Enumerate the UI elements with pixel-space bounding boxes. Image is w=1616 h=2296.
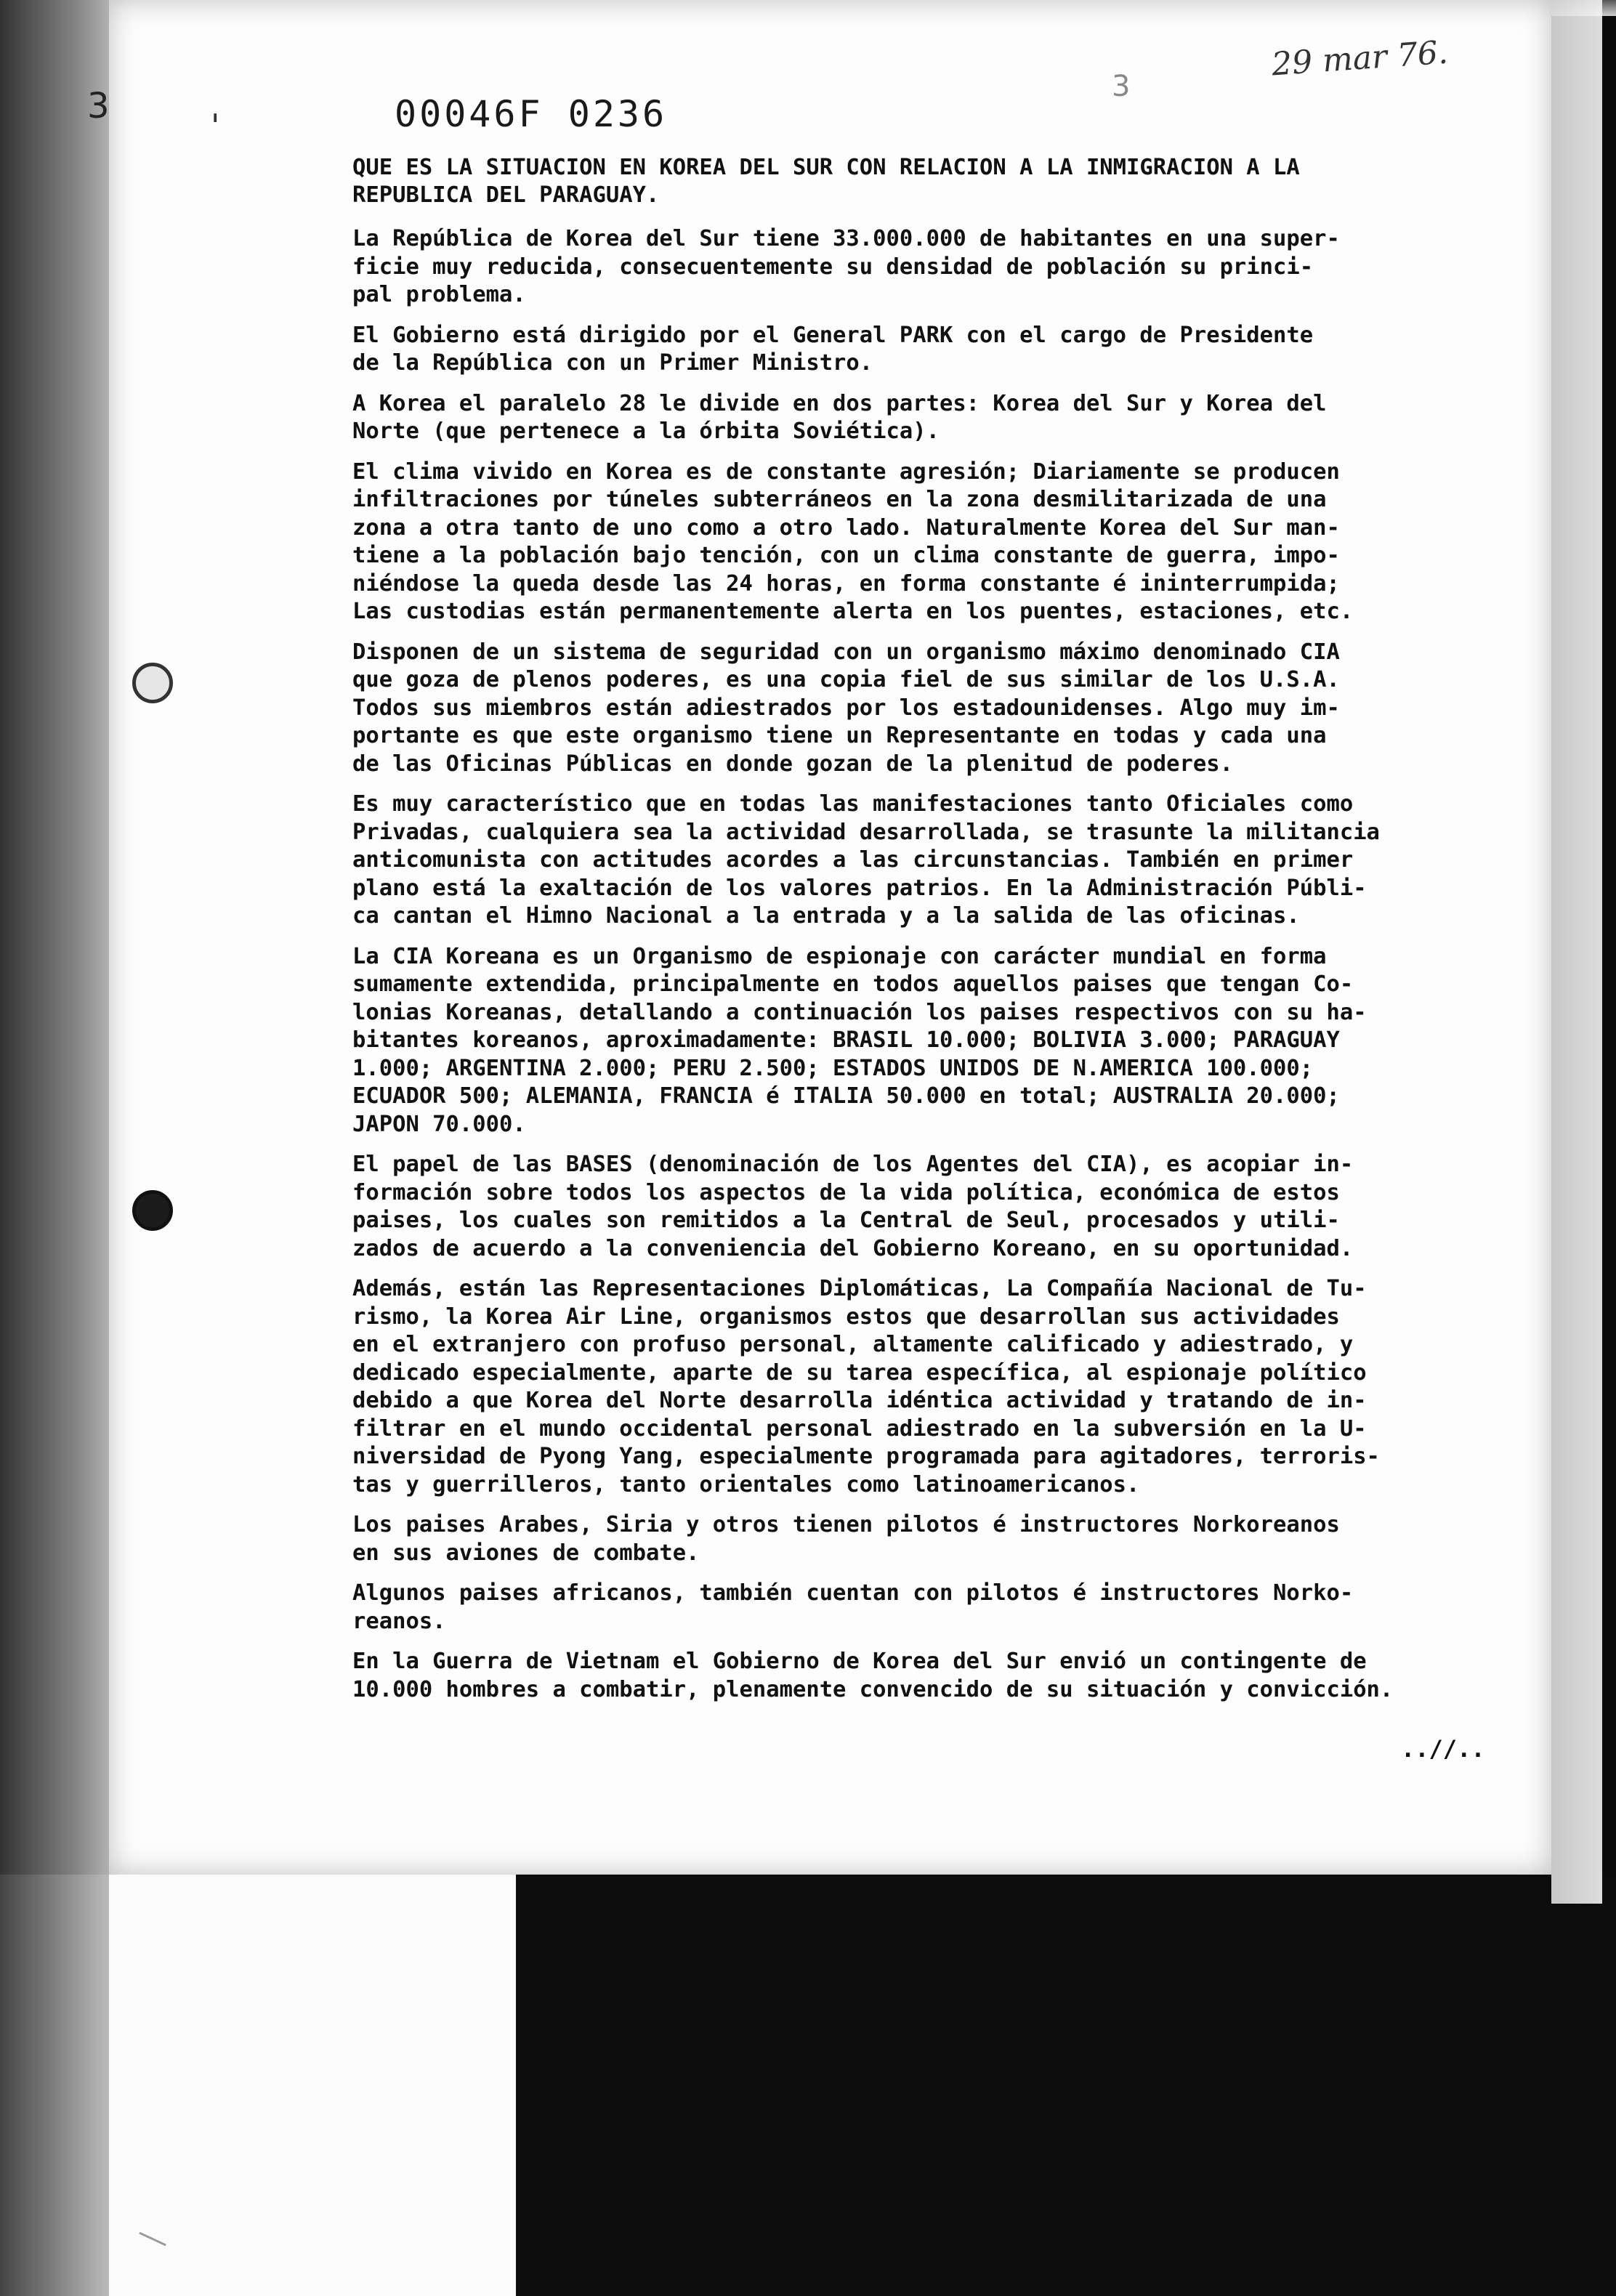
document-title: QUE ES LA SITUACION EN KOREA DEL SUR CON RELACION A LA INMIGRACION A LA REPUBLICA DEL PARAGUAY.: [352, 155, 1300, 208]
paragraph-population: La República de Korea del Sur tiene 33.000.000 de habitantes en una super- ficie muy reducida, consecuentemente su densidad de población su princi- pal problema.: [352, 226, 1340, 307]
paragraph-parallel: A Korea el paralelo 28 le divide en dos partes: Korea del Sur y Korea del Norte (que pertenece a la órbita Soviética).: [352, 390, 1327, 444]
paragraph-diplomatic: Además, están las Representaciones Diplomáticas, La Compañía Nacional de Tu- rismo, la Korea Air Line, organismos estos que desarrollan sus actividades en el extranjero con profuso personal, altamente calificado y adiestrado, y dedicado especialmente, aparte de su tarea específica, al espionaje político debido a que Korea del Norte desarrolla idéntica actividad y tratando de in- filtrar en el mundo occidental personal adiestrado en la subversión en la U- niversidad de Pyong Yang, especialmente programada para agitadores, terroris- tas y guerrilleros, tanto orientales como latinoamericanos.: [352, 1276, 1380, 1497]
continuation-mark: ..//..: [1401, 1735, 1485, 1763]
page-right-edge: [1551, 0, 1602, 1904]
document-body: [352, 225, 1493, 1716]
paragraph-cia-colonies: La CIA Koreana es un Organismo de espionaje con carácter mundial en forma sumamente extendida, principalmente en todos aquellos paises que tengan Co- lonias Koreanas, detallando a continuación los paises respectivos con su ha- bitantes koreanos, aproximadamente: BRASIL 10.000; BOLIVIA 3.000; PARAGUAY 1.000; ARGENTINA 2.000; PERU 2.500; ESTADOS UNIDOS DE N.AMERICA 100.000; ECUADOR 500; ALEMANIA, FRANCIA é ITALIA 50.000 en total; AUSTRALIA 20.000; JAPON 70.000.: [352, 943, 1367, 1137]
margin-tick: ': [206, 108, 225, 145]
faint-corner-mark: 3: [1112, 70, 1131, 103]
paragraph-government: El Gobierno está dirigido por el General PARK con el cargo de Presidente de la República con un Primer Ministro.: [352, 322, 1314, 376]
handwritten-date: 29 mar 76.: [1270, 33, 1450, 84]
scan-left-edge: [0, 0, 109, 1875]
punch-hole-bottom: [132, 1190, 173, 1231]
lower-paper-sheet: [109, 1875, 516, 2296]
paragraph-security: Disponen de un sistema de seguridad con un organismo máximo denominado CIA que goza de plenos poderes, es una copia fiel de sus similar de los U.S.A. Todos sus miembros están adiestrados por los estadounidenses. Algo muy im- portante es que este organismo tiene un Representante en todas y cada una de las Oficinas Públicas en donde gozan de la plenitud de poderes.: [352, 639, 1340, 777]
paragraph-climate: El clima vivido en Korea es de constante agresión; Diariamente se producen infiltraciones por túneles subterráneos en la zona desmilitarizada de una zona a otra tanto de uno como a otro lado. Naturalmente Korea del Sur man- tiene a la población bajo tención, con un clima constante de guerra, impo- niéndose la queda desde las 24 horas, en forma constante é ininterrumpida; Las custodias están permanentemente alerta en los puentes, estaciones, etc.: [352, 458, 1354, 624]
paragraph-anticommunism: Es muy característico que en todas las manifestaciones tanto Oficiales como Privadas, cualquiera sea la actividad desarrollada, se trasunte la militancia anticomunista con actitudes acordes a las circunstancias. También en primer plano está la exaltación de los valores patrios. En la Administración Públi- ca cantan el Himno Nacional a la entrada y a la salida de las oficinas.: [352, 791, 1380, 929]
lower-dark-area: [516, 1875, 1616, 2296]
paragraph-vietnam: En la Guerra de Vietnam el Gobierno de Korea del Sur envió un contingente de 10.000 hombres a combatir, plenamente convencido de su situación y convicción.: [352, 1649, 1394, 1702]
margin-mark: 3: [87, 86, 110, 126]
paragraph-arab-countries: Los paises Arabes, Siria y otros tienen pilotos é instructores Norkoreanos en sus aviones de combate.: [352, 1512, 1340, 1566]
paragraph-african-countries: Algunos paises africanos, también cuentan con pilotos é instructores Norko- reanos.: [352, 1580, 1354, 1634]
archive-code: 00046F 0236: [395, 93, 668, 135]
paragraph-bases: El papel de las BASES (denominación de los Agentes del CIA), es acopiar in- formación sobre todos los aspectos de la vida política, económica de estos paises, los cuales son remitidos a la Central de Seul, procesados y utili- zados de acuerdo a la conveniencia del Gobierno Koreano, en su oportunidad.: [352, 1152, 1354, 1261]
scan-lower-left-edge: [0, 1875, 109, 2296]
punch-hole-top: [132, 663, 173, 703]
